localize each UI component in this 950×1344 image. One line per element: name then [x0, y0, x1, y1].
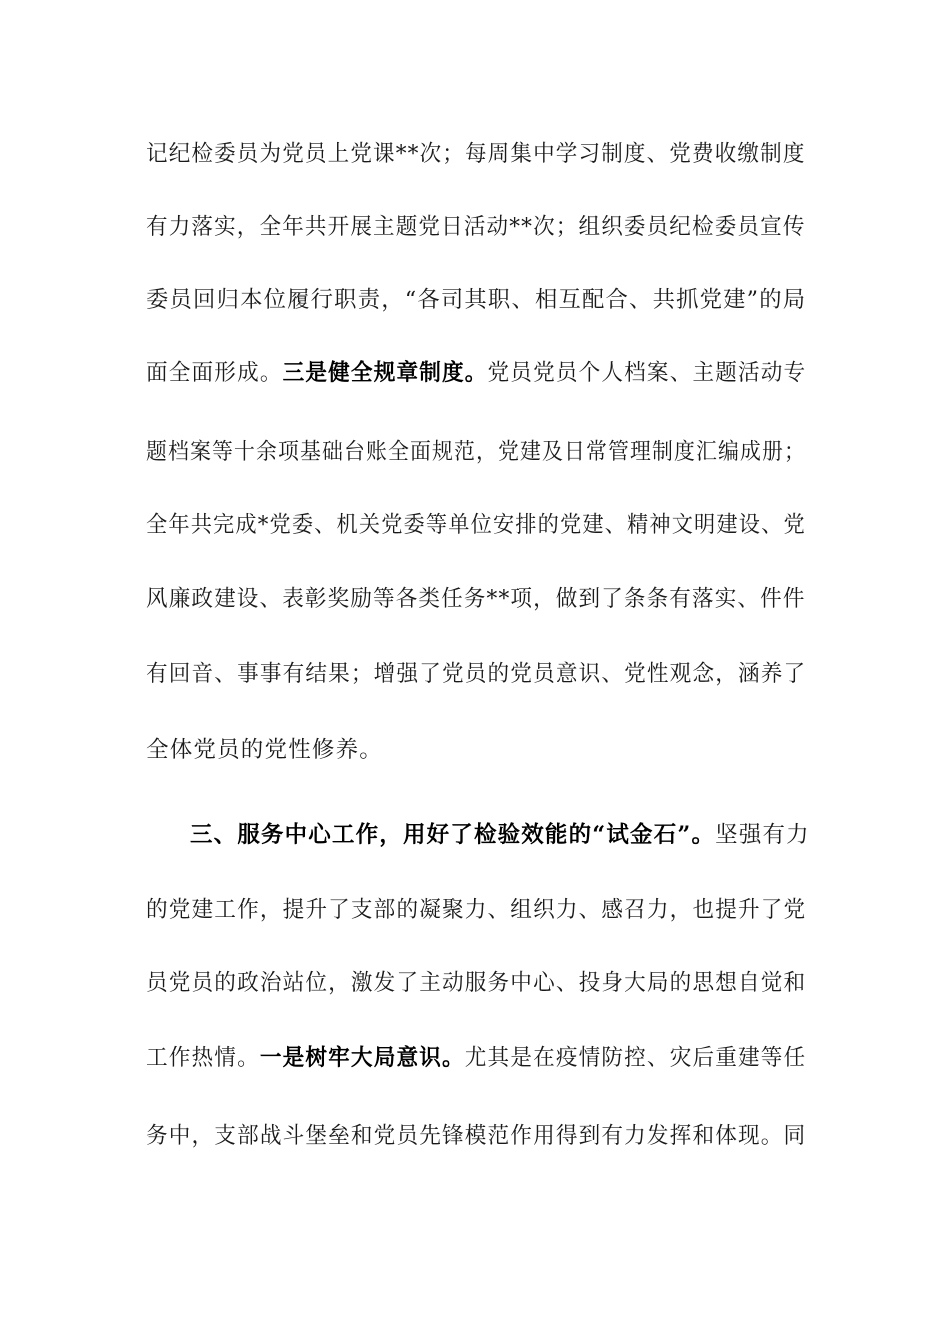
text-run: 党员党员个人档案、主题活动专 — [487, 360, 807, 386]
paragraph-line — [146, 895, 807, 925]
paragraph-line — [146, 968, 807, 998]
text-run: 务中，支部战斗堡垒和党员先锋模范作用得到有力发挥和体现。同 — [146, 1123, 807, 1149]
paragraph-line — [146, 285, 807, 315]
bold-heading-run: 一是树牢大局意识。 — [259, 1045, 465, 1071]
paragraph-line — [146, 358, 807, 388]
paragraph-line — [146, 1043, 807, 1073]
text-run: 记纪检委员为党员上党课**次；每周集中学习制度、党费收缴制度 — [146, 141, 806, 167]
bold-heading-run: 三是健全规章制度。 — [282, 360, 488, 386]
text-run: 委员回归本位履行职责，“各司其职、相互配合、共抓党建”的局 — [146, 287, 807, 313]
paragraph-line — [146, 584, 806, 614]
text-run: 题档案等十余项基础台账全面规范，党建及日常管理制度汇编成册； — [146, 439, 807, 465]
text-run: 风廉政建设、表彰奖励等各类任务**项，做到了条条有落实、件件 — [146, 586, 806, 612]
section-heading-line — [190, 820, 809, 850]
paragraph-line — [146, 139, 806, 169]
paragraph-line — [146, 659, 807, 689]
text-run: 全年共完成*党委、机关党委等单位安排的党建、精神文明建设、党 — [146, 512, 806, 538]
paragraph-line — [146, 212, 806, 242]
text-run: 有力落实，全年共开展主题党日活动**次；组织委员纪检委员宣传 — [146, 214, 806, 240]
text-run: 面全面形成。 — [146, 360, 283, 386]
paragraph-line — [146, 1121, 807, 1151]
text-run: 有回音、事事有结果；增强了党员的党员意识、党性观念，涵养了 — [146, 661, 807, 687]
paragraph-line — [146, 735, 806, 765]
section-heading: 三、服务中心工作，用好了检验效能的“试金石”。 — [190, 822, 716, 848]
text-run: 工作热情。 — [146, 1045, 260, 1071]
paragraph-line — [146, 437, 807, 467]
paragraph-line — [146, 510, 806, 540]
text-run: 坚强有力 — [715, 822, 810, 848]
text-run: 全体党员的党性修养。 — [146, 737, 384, 763]
text-run: 尤其是在疫情防控、灾后重建等任 — [464, 1045, 807, 1071]
text-run: 员党员的政治站位，激发了主动服务中心、投身大局的思想自觉和 — [146, 970, 807, 996]
text-run: 的党建工作，提升了支部的凝聚力、组织力、感召力，也提升了党 — [146, 897, 807, 923]
